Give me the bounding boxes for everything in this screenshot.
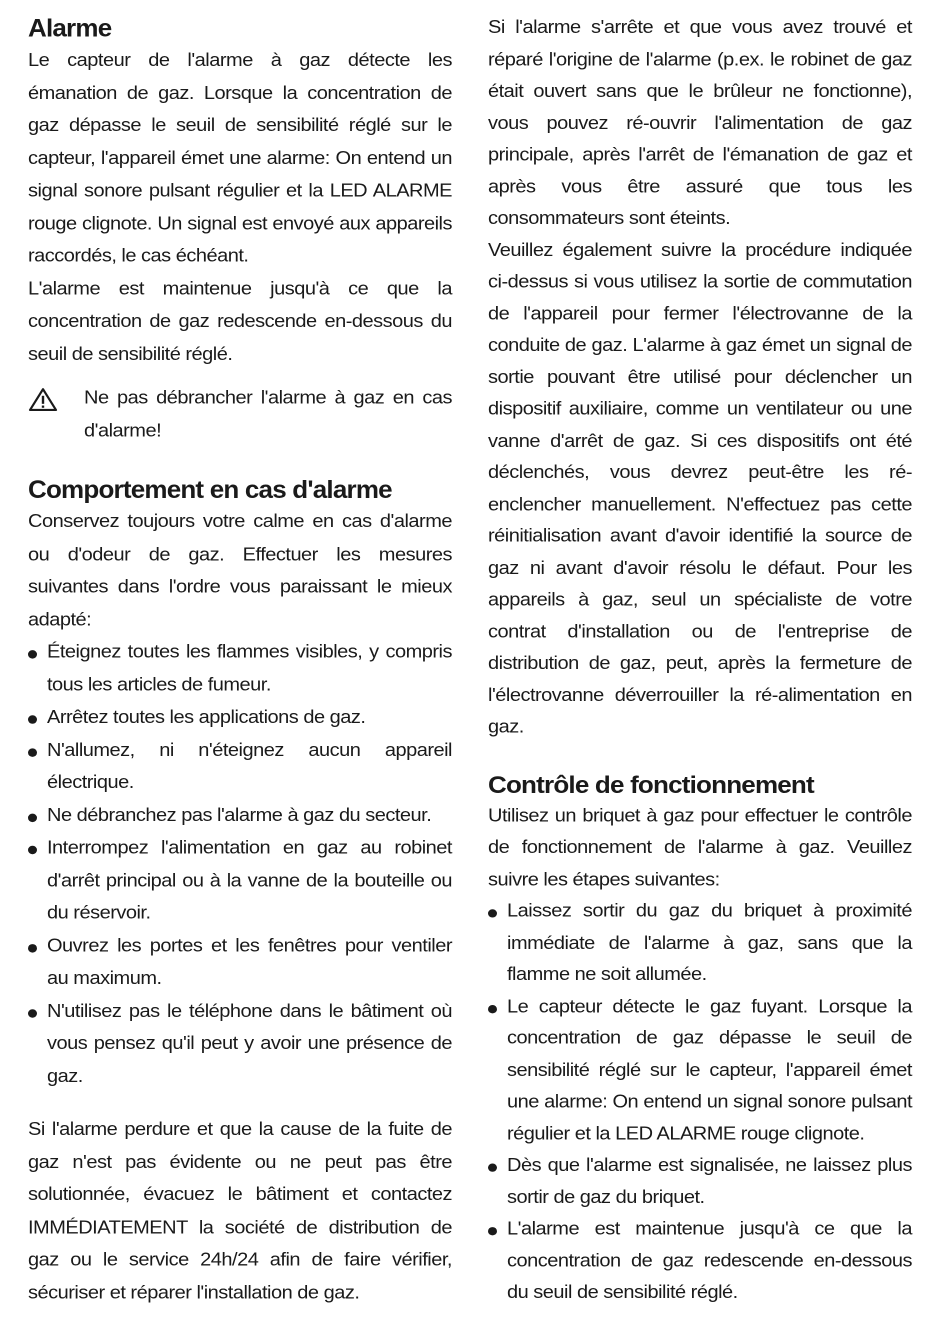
bullet-icon <box>28 715 37 724</box>
behaviour-closing: Si l'alarme perdure et que la cause de la fuite de gaz n'est pas évidente ou ne peut pas être solutionnée, évacuez le bâtiment et contactez IMMÉDIATEMENT la société de distribution de gaz ou le service 24h/24 afin de faire vérifier, sécuriser et réparer l'installation de gaz. <box>28 1118 452 1303</box>
bullet-icon <box>28 944 37 953</box>
alarm-paragraph-1: Le capteur de l'alarme à gaz détecte les émanation de gaz. Lorsque la concentration de gaz dépasse le seuil de sensibilité réglé sur le capteur, l'appareil émet une alarme: On entend un signal sonore pulsant régulier et la LED ALARME rouge clignote. Un signal est envoyé aux appareils raccordés, le cas échéant. <box>28 49 452 267</box>
list-item: Laissez sortir du gaz du briquet à proximité immédiate de l'alarme à gaz, sans que la flamme ne soit allumée. <box>488 895 912 990</box>
bullet-icon <box>488 1227 497 1235</box>
list-item: Ouvrez les portes et les fenêtres pour ventiler au maximum. <box>28 929 452 994</box>
bullet-icon <box>488 1164 497 1172</box>
list-item: Le capteur détecte le gaz fuyant. Lorsque la concentration de gaz dépasse le seuil de sensibilité réglé sur le capteur, l'appareil émet une alarme: On entend un signal sonore pulsant régulier et la LED ALARME rouge clignote. <box>488 991 912 1150</box>
list-item: N'allumez, ni n'éteignez aucun appareil électrique. <box>28 734 452 799</box>
list-item: L'alarme est maintenue jusqu'à ce que la concentration de gaz redescende en-dessous du seuil de sensibilité réglé. <box>488 1213 912 1308</box>
test-intro: Utilisez un briquet à gaz pour effectuer le contrôle de fonctionnement de l'alarme à gaz. Veuillez suivre les étapes suivantes: <box>488 805 912 890</box>
restart-paragraph: Si l'alarme s'arrête et que vous avez trouvé et réparé l'origine de l'alarme (p.ex. le robinet de gaz était ouvert sans que le brûleur ne fonctionne), vous pouvez ré-ouvrir l'alimentation de gaz principale, après l'arrêt de l'émanation de gaz et après vous être assuré que tous les consommateurs sont éteints. <box>488 17 912 229</box>
list-item: Arrêtez toutes les applications de gaz. <box>28 701 452 734</box>
list-item: N'utilisez pas le téléphone dans le bâtiment où vous pensez qu'il peut y avoir une présence de gaz. <box>28 995 452 1093</box>
alarm-heading: Alarme <box>28 13 112 43</box>
right-column <box>488 12 912 1309</box>
left-column <box>28 12 452 1309</box>
test-heading: Contrôle de fonctionnement <box>488 770 814 799</box>
bullet-icon <box>28 650 37 659</box>
bullet-icon <box>28 846 37 855</box>
valve-paragraph: Veuillez également suivre la procédure indiquée ci-dessus si vous utilisez la sortie de commutation de l'appareil pour fermer l'électrovanne de la conduite de gaz. L'alarme à gaz émet un signal de sortie pouvant être utilisé pour déclencher un dispositif auxiliaire, comme un ventilateur ou une vanne d'arrêt de gaz. Si ces dispositifs ont été déclenchés, vous devrez peut-être les ré-enclencher manuellement. N'effectuez pas cette réinitialisation avant d'avoir identifié la source de gaz ni avant d'avoir résolu le défaut. Pour les appareils à gaz, seul un spécialiste de votre contrat d'installation ou de l'entreprise de distribution de gaz, peut, après la fermeture de l'électrovanne déverrouiller la ré-alimentation en gaz. <box>488 239 912 737</box>
warning-triangle-icon <box>28 382 84 423</box>
list-item: Interrompez l'alimentation en gaz au robinet d'arrêt principal ou à la vanne de la bouteille ou du réservoir. <box>28 832 452 930</box>
bullet-icon <box>28 748 37 757</box>
list-item: Dès que l'alarme est signalisée, ne laissez plus sortir de gaz du briquet. <box>488 1150 912 1214</box>
bullet-icon <box>28 1009 37 1018</box>
behaviour-list <box>28 636 452 1093</box>
warning-text: Ne pas débrancher l'alarme à gaz en cas d'alarme! <box>84 387 452 441</box>
alarm-paragraph-2: L'alarme est maintenue jusqu'à ce que la concentration de gaz redescende en-dessous du seuil de sensibilité réglé. <box>28 278 452 365</box>
warning-note <box>28 382 452 447</box>
list-item: Éteignez toutes les flammes visibles, y compris tous les articles de fumeur. <box>28 636 452 701</box>
behaviour-intro: Conservez toujours votre calme en cas d'alarme ou d'odeur de gaz. Effectuer les mesures suivantes dans l'ordre vous paraissant le mieux adapté: <box>28 511 452 630</box>
bullet-icon <box>488 909 497 917</box>
list-item: Ne débranchez pas l'alarme à gaz du secteur. <box>28 799 452 832</box>
behaviour-heading: Comportement en cas d'alarme <box>28 475 392 504</box>
test-list <box>488 895 912 1308</box>
bullet-icon <box>488 1005 497 1013</box>
bullet-icon <box>28 813 37 822</box>
